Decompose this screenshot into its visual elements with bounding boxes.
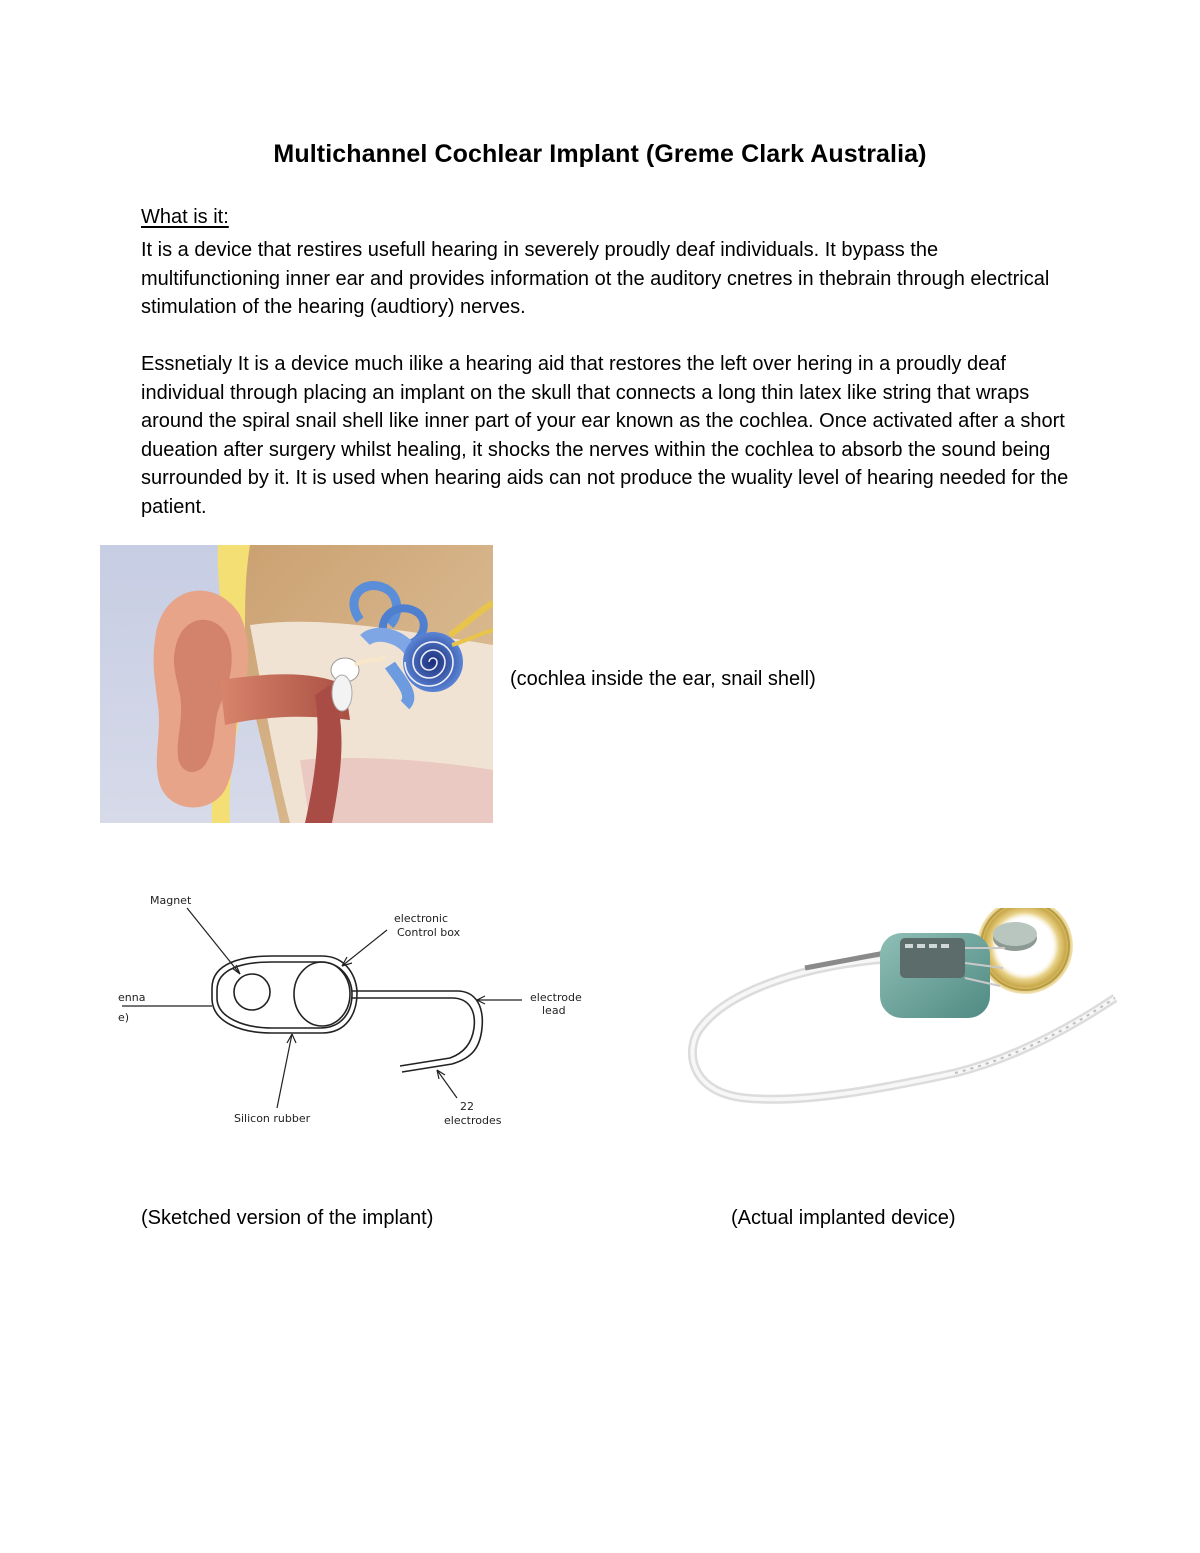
sketch-label-electrodes-2: electrodes — [444, 1114, 502, 1127]
sketch-label-electrodes-1: 22 — [460, 1100, 474, 1113]
caption-device: (Actual implanted device) — [731, 1207, 956, 1229]
sketch-label-silicon-rubber: Silicon rubber — [234, 1112, 311, 1125]
paragraph-explanation: Essnetialy It is a device much ilike a hearing aid that restores the left over hering in a proudly deaf individual through placing an implant on the skull that connects a long thin latex like string that wraps around the spiral snail shell like inner part of your ear known as the cochlea. Once activated after a short dueation after surgery whilst healing, it shocks the nerves within the cochlea to absorb the sound being surrounded by it. It is used when hearing aids can not produce the wuality level of hearing needed for the patient. — [141, 353, 1069, 518]
sketch-label-magnet: Magnet — [150, 894, 192, 907]
section-heading: What is it: — [141, 206, 229, 228]
implant-device-photo — [685, 908, 1125, 1133]
sketch-label-lead-2: lead — [542, 1004, 566, 1017]
caption-sketch: (Sketched version of the implant) — [141, 1207, 434, 1229]
sketch-label-lead-1: electrode — [530, 991, 582, 1004]
document-title: Multichannel Cochlear Implant (Greme Clark Australia) — [273, 140, 927, 168]
sketch-label-control-box-2: Control box — [397, 926, 461, 939]
ear-anatomy-illustration — [100, 545, 493, 823]
sketch-label-antenna-1: enna — [118, 991, 146, 1004]
paragraph-definition: It is a device that restires usefull hearing in severely proudly deaf individuals. It bypass the multifunctioning inner ear and provides information ot the auditory cnetres in thebrain through electrical stimulation of the hearing (audtiory) nerves. — [141, 239, 1050, 319]
sketch-label-control-box-1: electronic — [394, 912, 449, 925]
implant-sketch — [112, 888, 602, 1138]
sketch-label-antenna-2: e) — [118, 1011, 130, 1024]
caption-ear-illustration: (cochlea inside the ear, snail shell) — [510, 668, 816, 690]
